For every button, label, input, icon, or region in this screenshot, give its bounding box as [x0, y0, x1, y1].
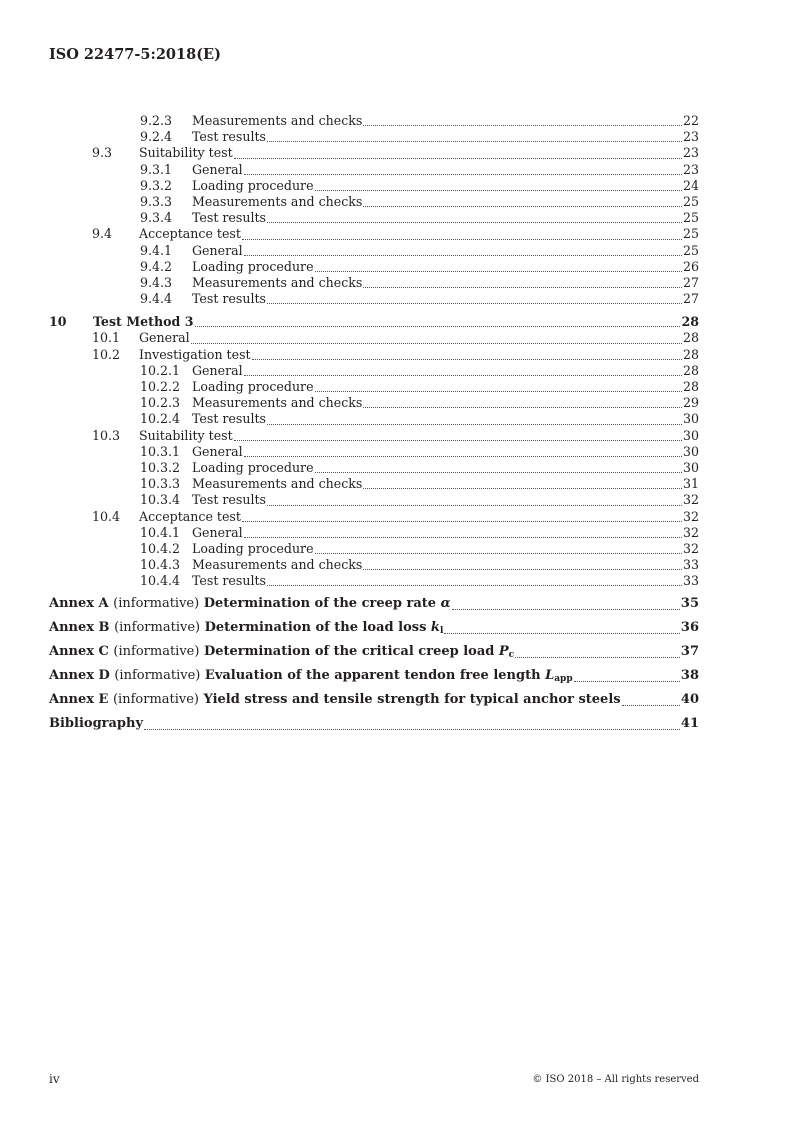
toc-title: Loading procedure	[192, 459, 314, 475]
toc-title: Bibliography	[49, 716, 144, 732]
toc-page: 35	[680, 596, 699, 612]
toc-entry[interactable]	[49, 129, 699, 145]
toc-page: 24	[682, 177, 699, 193]
toc-page: 33	[682, 573, 699, 589]
toc-page: 30	[682, 443, 699, 459]
toc-page: 32	[682, 492, 699, 508]
toc-leader	[363, 125, 682, 126]
toc-title: Measurements and checks	[192, 274, 363, 290]
annex-title: Yield stress and tensile strength for typical anchor steels	[203, 692, 621, 708]
annex-heading	[49, 596, 451, 612]
toc-page: 28	[682, 346, 699, 362]
toc-number: 9.4	[92, 226, 113, 242]
toc-leader	[363, 407, 682, 408]
toc-leader	[267, 424, 682, 425]
toc-entry[interactable]	[49, 145, 699, 161]
toc-entry[interactable]	[49, 314, 699, 330]
annex-title: Determination of the creep rate	[203, 596, 441, 612]
toc-entry-annex[interactable]	[49, 596, 699, 613]
toc-entry[interactable]	[49, 113, 699, 129]
toc-leader	[452, 609, 680, 610]
toc-leader	[244, 174, 682, 175]
annex-heading	[49, 692, 621, 708]
toc-number: 9.3.1	[140, 161, 173, 177]
toc-leader	[267, 222, 682, 223]
toc-number: 9.3.4	[140, 210, 173, 226]
toc-leader	[244, 456, 682, 457]
toc-entry-annex[interactable]	[49, 692, 699, 709]
annex-symbol: L	[545, 668, 555, 684]
toc-entry[interactable]	[49, 363, 699, 379]
toc-title: Test results	[192, 291, 267, 307]
annex-heading	[49, 644, 514, 663]
toc-title: Acceptance test	[139, 226, 241, 242]
annex-title: Determination of the load loss	[204, 620, 431, 636]
toc-number: 10.4.1	[140, 524, 181, 540]
toc-number: 9.3	[92, 145, 113, 161]
toc-page: 30	[682, 459, 699, 475]
toc-title: General	[192, 242, 243, 258]
toc-number: 10.4.3	[140, 557, 181, 573]
toc-page: 30	[682, 411, 699, 427]
toc-page: 30	[682, 427, 699, 443]
toc-entry[interactable]	[49, 573, 699, 589]
toc-title: Acceptance test	[139, 508, 241, 524]
toc-leader	[363, 569, 682, 570]
toc-leader	[363, 488, 682, 489]
annex-heading	[49, 620, 443, 639]
toc-number: 10.4	[92, 508, 121, 524]
toc-leader	[195, 326, 681, 327]
toc-leader	[191, 343, 682, 344]
toc-title: Test results	[192, 573, 267, 589]
toc-leader	[242, 521, 682, 522]
toc-page: 31	[682, 476, 699, 492]
toc-title: Test results	[192, 411, 267, 427]
toc-leader	[267, 505, 682, 506]
toc-number: 10.4.2	[140, 540, 181, 556]
toc-number: 9.3.3	[140, 193, 173, 209]
toc-number: 9.4.3	[140, 274, 173, 290]
toc-leader	[363, 287, 682, 288]
toc-entry[interactable]	[49, 226, 699, 242]
document-header: ISO 22477-5:2018(E)	[49, 46, 221, 63]
annex-symbol-subscript: app	[554, 674, 573, 685]
toc-number: 10.3.4	[140, 492, 181, 508]
toc-title: Loading procedure	[192, 177, 314, 193]
annex-symbol-subscript: l	[439, 626, 444, 637]
toc-entries	[49, 113, 699, 589]
toc-title: Suitability test	[139, 427, 233, 443]
toc-leader	[244, 537, 682, 538]
toc-entry[interactable]	[49, 210, 699, 226]
toc-page: 38	[680, 668, 699, 684]
toc-leader	[315, 190, 682, 191]
toc-leader	[315, 553, 682, 554]
toc-page: 26	[682, 258, 699, 274]
toc-title: General	[139, 330, 190, 346]
toc-title: General	[192, 362, 243, 378]
toc-entry[interactable]	[49, 330, 699, 346]
toc-number: 10.1	[92, 330, 121, 346]
toc-title: Suitability test	[139, 145, 233, 161]
toc-number: 10.2.2	[140, 379, 181, 394]
toc-entry[interactable]	[49, 379, 699, 395]
toc-leader	[234, 158, 682, 159]
toc-leader	[267, 303, 682, 304]
toc-page: 33	[682, 557, 699, 573]
toc-entry[interactable]	[49, 395, 699, 411]
toc-page: 41	[680, 716, 699, 732]
toc-number: 10.3.3	[140, 476, 181, 492]
toc-page: 23	[682, 145, 699, 161]
annex-label: Annex B	[49, 620, 110, 636]
toc-leader	[267, 585, 682, 586]
annex-symbol: k	[430, 620, 440, 636]
toc-title: Measurements and checks	[192, 395, 363, 411]
toc-entry[interactable]	[49, 428, 699, 444]
toc-page: 27	[682, 291, 699, 307]
toc-title: Measurements and checks	[192, 557, 363, 573]
toc-leader	[267, 141, 682, 142]
toc-leader	[242, 239, 682, 240]
toc-page: 25	[682, 242, 699, 258]
toc-entry[interactable]	[49, 411, 699, 427]
toc-leader	[315, 391, 682, 392]
toc-number: 9.4.4	[140, 291, 173, 307]
toc-title: Measurements and checks	[192, 113, 363, 128]
toc-leader	[234, 440, 682, 441]
annex-title: Evaluation of the apparent tendon free length	[204, 668, 546, 684]
toc-leader	[252, 359, 682, 360]
toc-entry[interactable]	[49, 509, 699, 525]
toc-title: General	[192, 524, 243, 540]
toc-entry[interactable]	[49, 444, 699, 460]
toc-leader	[144, 729, 680, 730]
toc-title: General	[192, 443, 243, 459]
toc-leader	[244, 375, 682, 376]
toc-title: Measurements and checks	[192, 476, 363, 492]
toc-entry[interactable]	[49, 275, 699, 291]
toc-entry[interactable]	[49, 460, 699, 476]
toc-page: 36	[680, 620, 699, 636]
toc-page: 28	[682, 330, 699, 346]
toc-number: 10	[49, 314, 67, 330]
toc-number: 10.3.2	[140, 459, 181, 475]
annex-informative: (informative)	[114, 620, 201, 636]
toc-number: 9.4.2	[140, 258, 173, 274]
toc-page: 28	[681, 314, 699, 330]
toc-annexes	[49, 596, 699, 709]
toc-page: 28	[682, 362, 699, 378]
annex-heading	[49, 668, 573, 687]
toc-page: 32	[682, 524, 699, 540]
toc-title: Test results	[192, 492, 267, 508]
toc-leader	[574, 681, 680, 682]
toc-number: 10.3	[92, 427, 121, 443]
toc-number: 10.2.3	[140, 395, 181, 411]
toc-title: Test results	[192, 129, 267, 145]
toc-entry[interactable]	[49, 492, 699, 508]
toc-page: 32	[682, 508, 699, 524]
table-of-contents	[49, 113, 699, 733]
toc-page: 22	[682, 113, 699, 128]
toc-number: 9.4.1	[140, 242, 173, 258]
annex-symbol-subscript: c	[508, 650, 515, 661]
toc-title: Investigation test	[139, 346, 251, 362]
toc-page: 25	[682, 210, 699, 226]
toc-number: 10.2.1	[140, 362, 181, 378]
toc-number: 10.2	[92, 346, 121, 362]
toc-leader	[315, 472, 682, 473]
toc-entry[interactable]	[49, 347, 699, 363]
annex-informative: (informative)	[113, 596, 200, 612]
annex-label: Annex E	[49, 692, 109, 708]
toc-page: 29	[682, 395, 699, 411]
annex-label: Annex A	[49, 596, 109, 612]
toc-number: 10.4.4	[140, 573, 181, 589]
toc-title: Loading procedure	[192, 540, 314, 556]
toc-title: Test Method 3	[93, 314, 194, 330]
toc-entry[interactable]	[49, 557, 699, 573]
toc-entry-annex[interactable]	[49, 668, 699, 685]
toc-title: Loading procedure	[192, 258, 314, 274]
toc-leader	[315, 271, 682, 272]
annex-title: Determination of the critical creep load	[203, 644, 499, 660]
toc-page: 27	[682, 274, 699, 290]
toc-leader	[444, 633, 680, 634]
toc-entry[interactable]	[49, 541, 699, 557]
toc-page: 32	[682, 540, 699, 556]
toc-number: 9.3.2	[140, 177, 173, 193]
toc-number: 10.3.1	[140, 443, 181, 459]
toc-number: 9.2.4	[140, 129, 173, 145]
toc-entry[interactable]	[49, 476, 699, 492]
toc-entry[interactable]	[49, 194, 699, 210]
toc-page: 25	[682, 193, 699, 209]
page-number: iv	[49, 1072, 60, 1086]
toc-entry[interactable]	[49, 259, 699, 275]
annex-label: Annex C	[49, 644, 109, 660]
toc-entry[interactable]	[49, 525, 699, 541]
toc-title: Measurements and checks	[192, 193, 363, 209]
annex-label: Annex D	[49, 668, 110, 684]
copyright-notice: © ISO 2018 – All rights reserved	[532, 1074, 699, 1085]
annex-informative: (informative)	[113, 644, 200, 660]
toc-entry[interactable]	[49, 243, 699, 259]
toc-title: Loading procedure	[192, 379, 314, 394]
toc-entry-annex[interactable]	[49, 620, 699, 637]
toc-leader	[622, 705, 680, 706]
toc-title: Test results	[192, 210, 267, 226]
toc-entry-bibliography[interactable]	[49, 716, 699, 733]
toc-leader	[363, 206, 682, 207]
toc-page: 40	[680, 692, 699, 708]
annex-informative: (informative)	[114, 668, 201, 684]
toc-entry[interactable]	[49, 178, 699, 194]
toc-entry[interactable]	[49, 291, 699, 307]
annex-symbol: α	[440, 596, 451, 612]
toc-page: 37	[680, 644, 699, 660]
toc-leader	[515, 657, 680, 658]
toc-entry[interactable]	[49, 162, 699, 178]
toc-page: 25	[682, 226, 699, 242]
toc-leader	[244, 255, 682, 256]
toc-page: 23	[682, 129, 699, 145]
toc-page: 28	[682, 379, 699, 394]
toc-number: 9.2.3	[140, 113, 173, 128]
toc-entry-annex[interactable]	[49, 644, 699, 661]
annex-symbol: P	[498, 644, 509, 660]
toc-page: 23	[682, 161, 699, 177]
annex-informative: (informative)	[112, 692, 200, 708]
toc-number: 10.2.4	[140, 411, 181, 427]
toc-title: General	[192, 161, 243, 177]
